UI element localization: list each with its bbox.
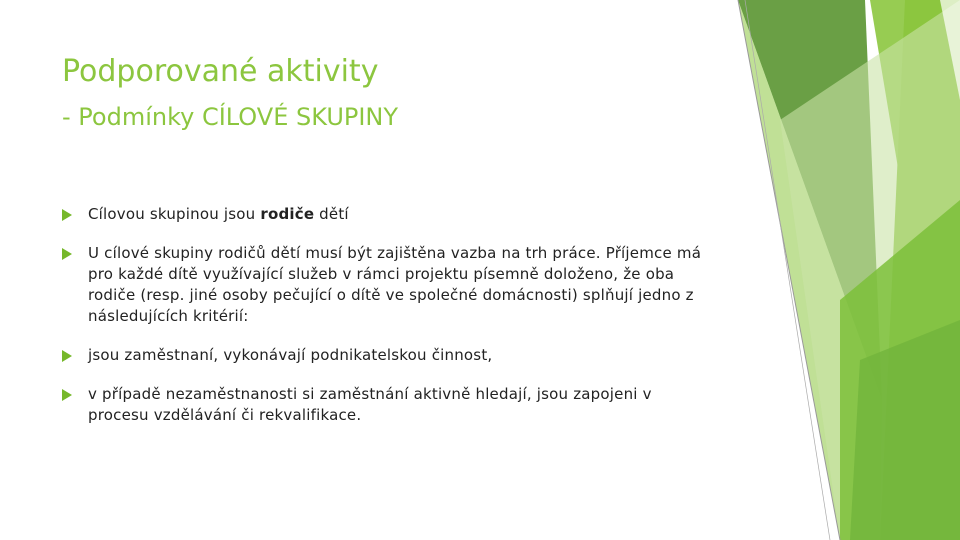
title-line-1: Podporované aktivity xyxy=(62,54,379,89)
bullet-arrow-icon xyxy=(62,350,72,362)
bullet-item xyxy=(56,204,716,225)
bullet-text xyxy=(88,205,349,223)
bullet-list xyxy=(56,204,716,444)
bullet-item xyxy=(56,384,716,426)
bullet-item xyxy=(56,345,716,366)
bullet-text: jsou zaměstnaní, vykonávají podnikatelskou činnost, xyxy=(88,346,493,364)
bullet-arrow-icon xyxy=(62,248,72,260)
bullet-text-post: dětí xyxy=(314,205,349,223)
bullet-text-pre: Cílovou skupinou jsou xyxy=(88,205,261,223)
bullet-item xyxy=(56,243,716,327)
title-line-2: - Podmínky CÍLOVÉ SKUPINY xyxy=(62,103,399,131)
bullet-text: v případě nezaměstnanosti si zaměstnání aktivně hledají, jsou zapojeni v procesu vzdělávání či rekvalifikace. xyxy=(88,385,652,424)
bullet-text: U cílové skupiny rodičů dětí musí být zajištěna vazba na trh práce. Příjemce má pro každé dítě využívající služeb v rámci projektu písemně doloženo, že oba rodiče (resp. jiné osoby pečující o dítě ve společné domácnosti) splňují jedno z následujících kritérií: xyxy=(88,244,702,325)
bullet-arrow-icon xyxy=(62,209,72,221)
bullet-arrow-icon xyxy=(62,389,72,401)
bullet-text-bold: rodiče xyxy=(260,205,315,223)
slide-title xyxy=(62,52,398,136)
